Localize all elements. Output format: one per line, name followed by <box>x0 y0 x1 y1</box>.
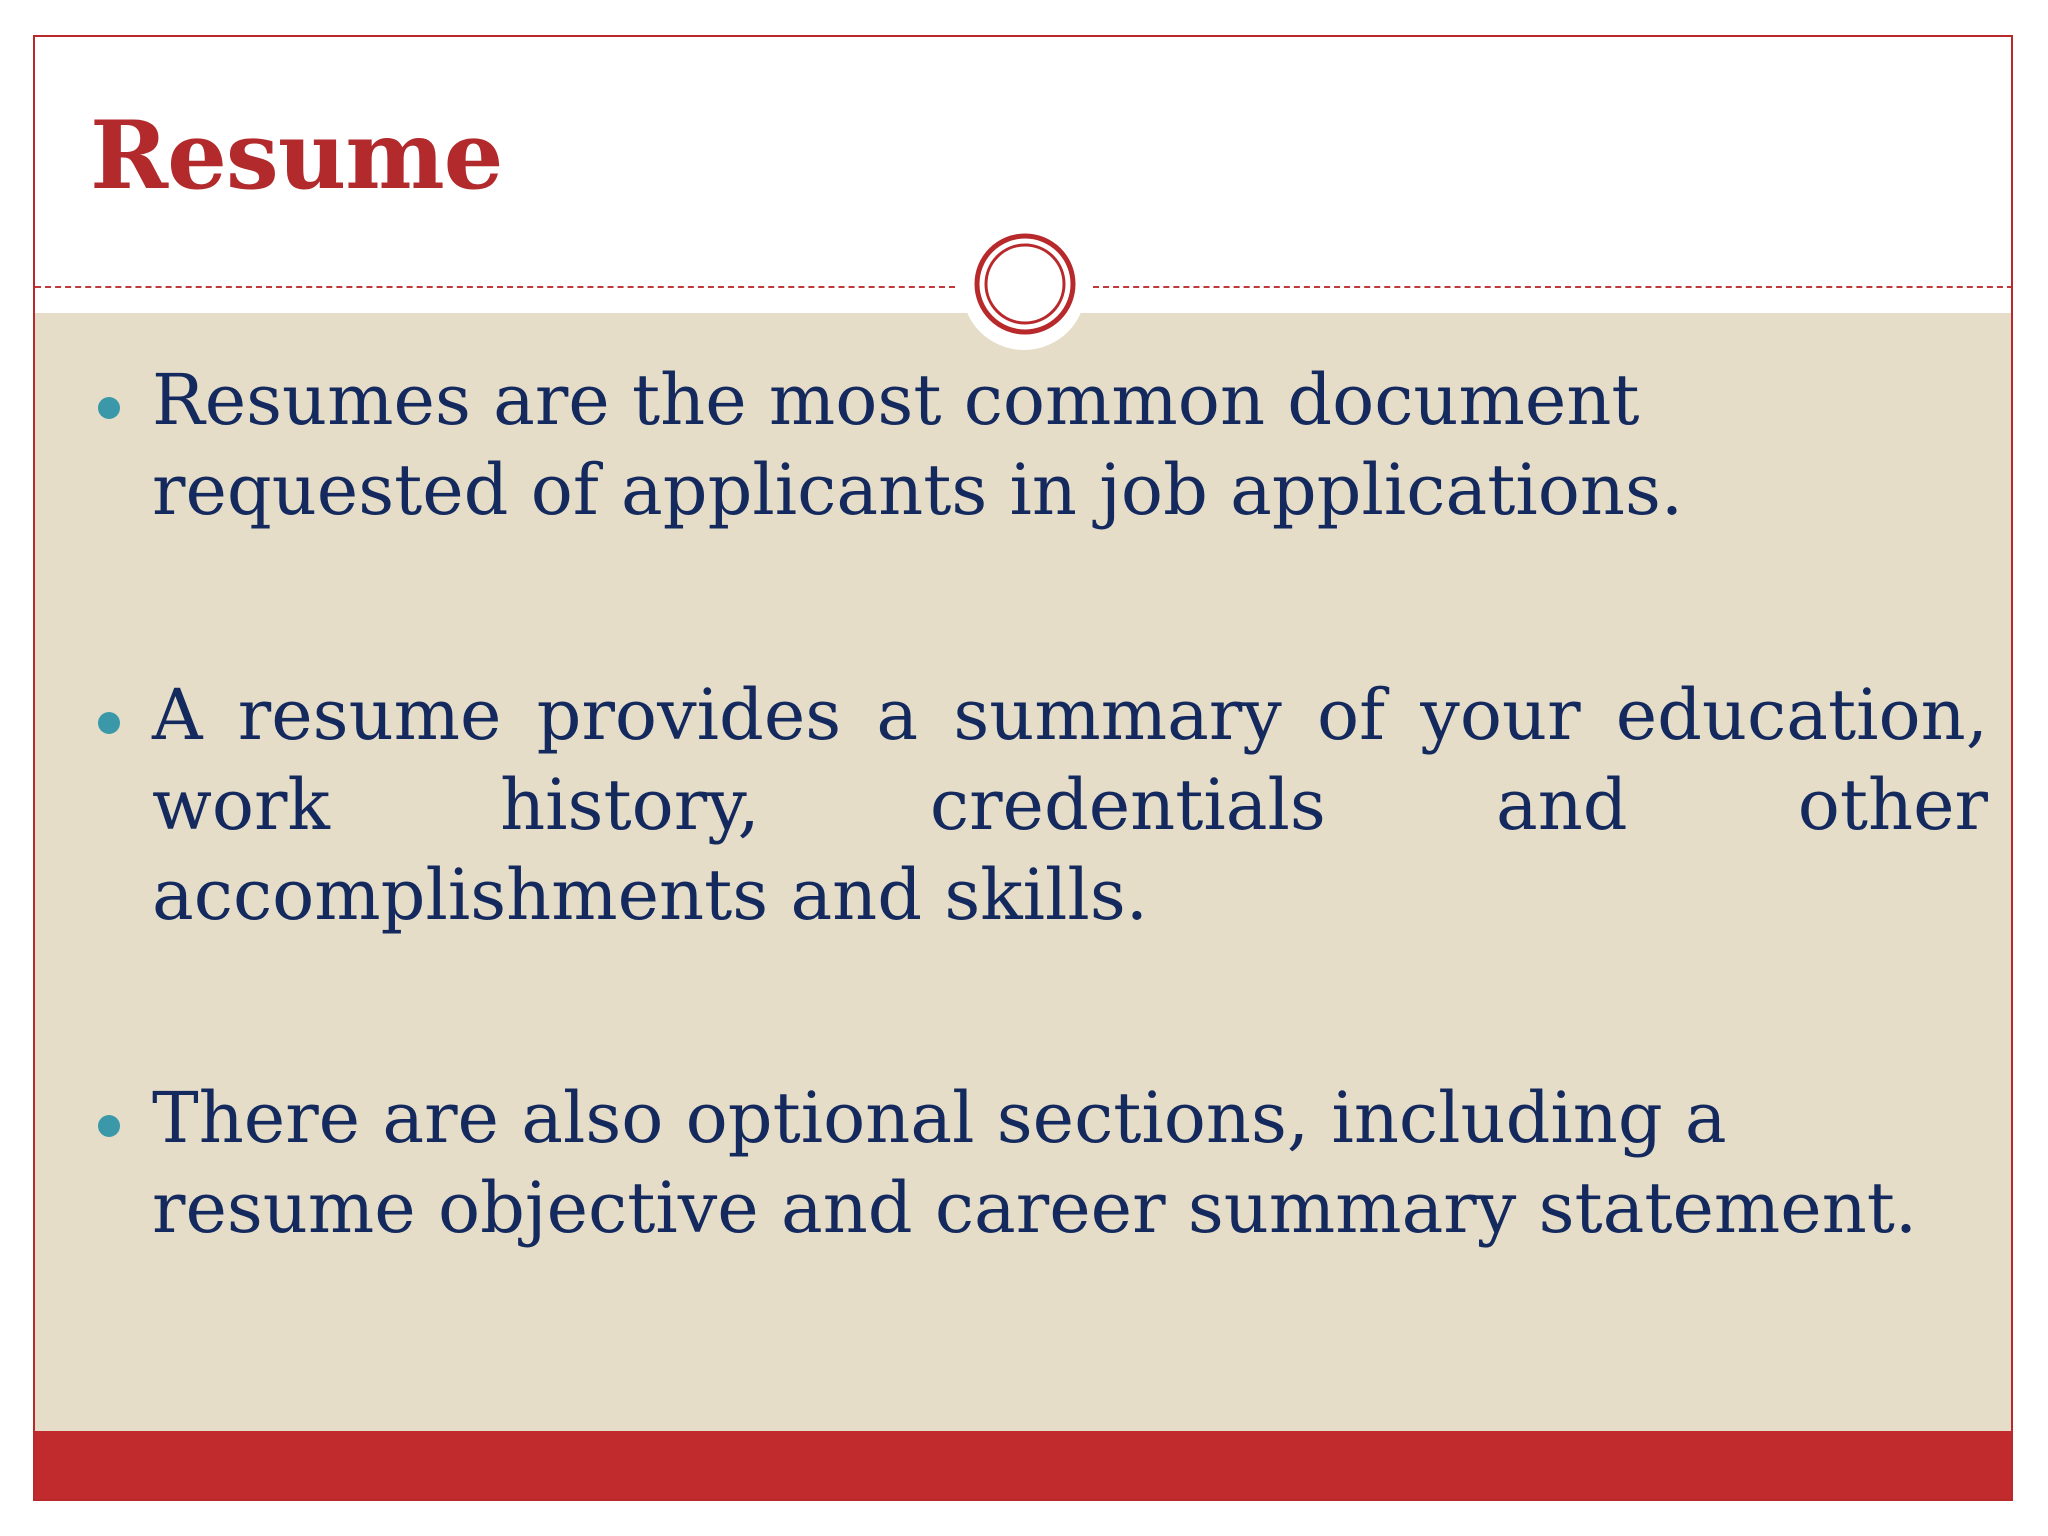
bullet-dot-icon <box>98 397 120 419</box>
circle-ornament-icon <box>973 232 1077 336</box>
bullet-item: Resumes are the most common document requested of applicants in job applications. <box>152 359 1684 531</box>
bullet-item: A resume provides a summary of your education, work history, credentials and other accomplishments and skills. <box>152 674 1988 936</box>
slide-title: Resume <box>90 101 503 211</box>
dashed-divider-left <box>35 286 955 288</box>
dashed-divider-right <box>1093 286 2013 288</box>
bullet-item: There are also optional sections, including a resume objective and career summary statement. <box>152 1077 1918 1249</box>
bullet-dot-icon <box>98 1115 120 1137</box>
slide <box>33 35 2013 1501</box>
footer-bar <box>35 1431 2011 1501</box>
bullet-dot-icon <box>98 712 120 734</box>
